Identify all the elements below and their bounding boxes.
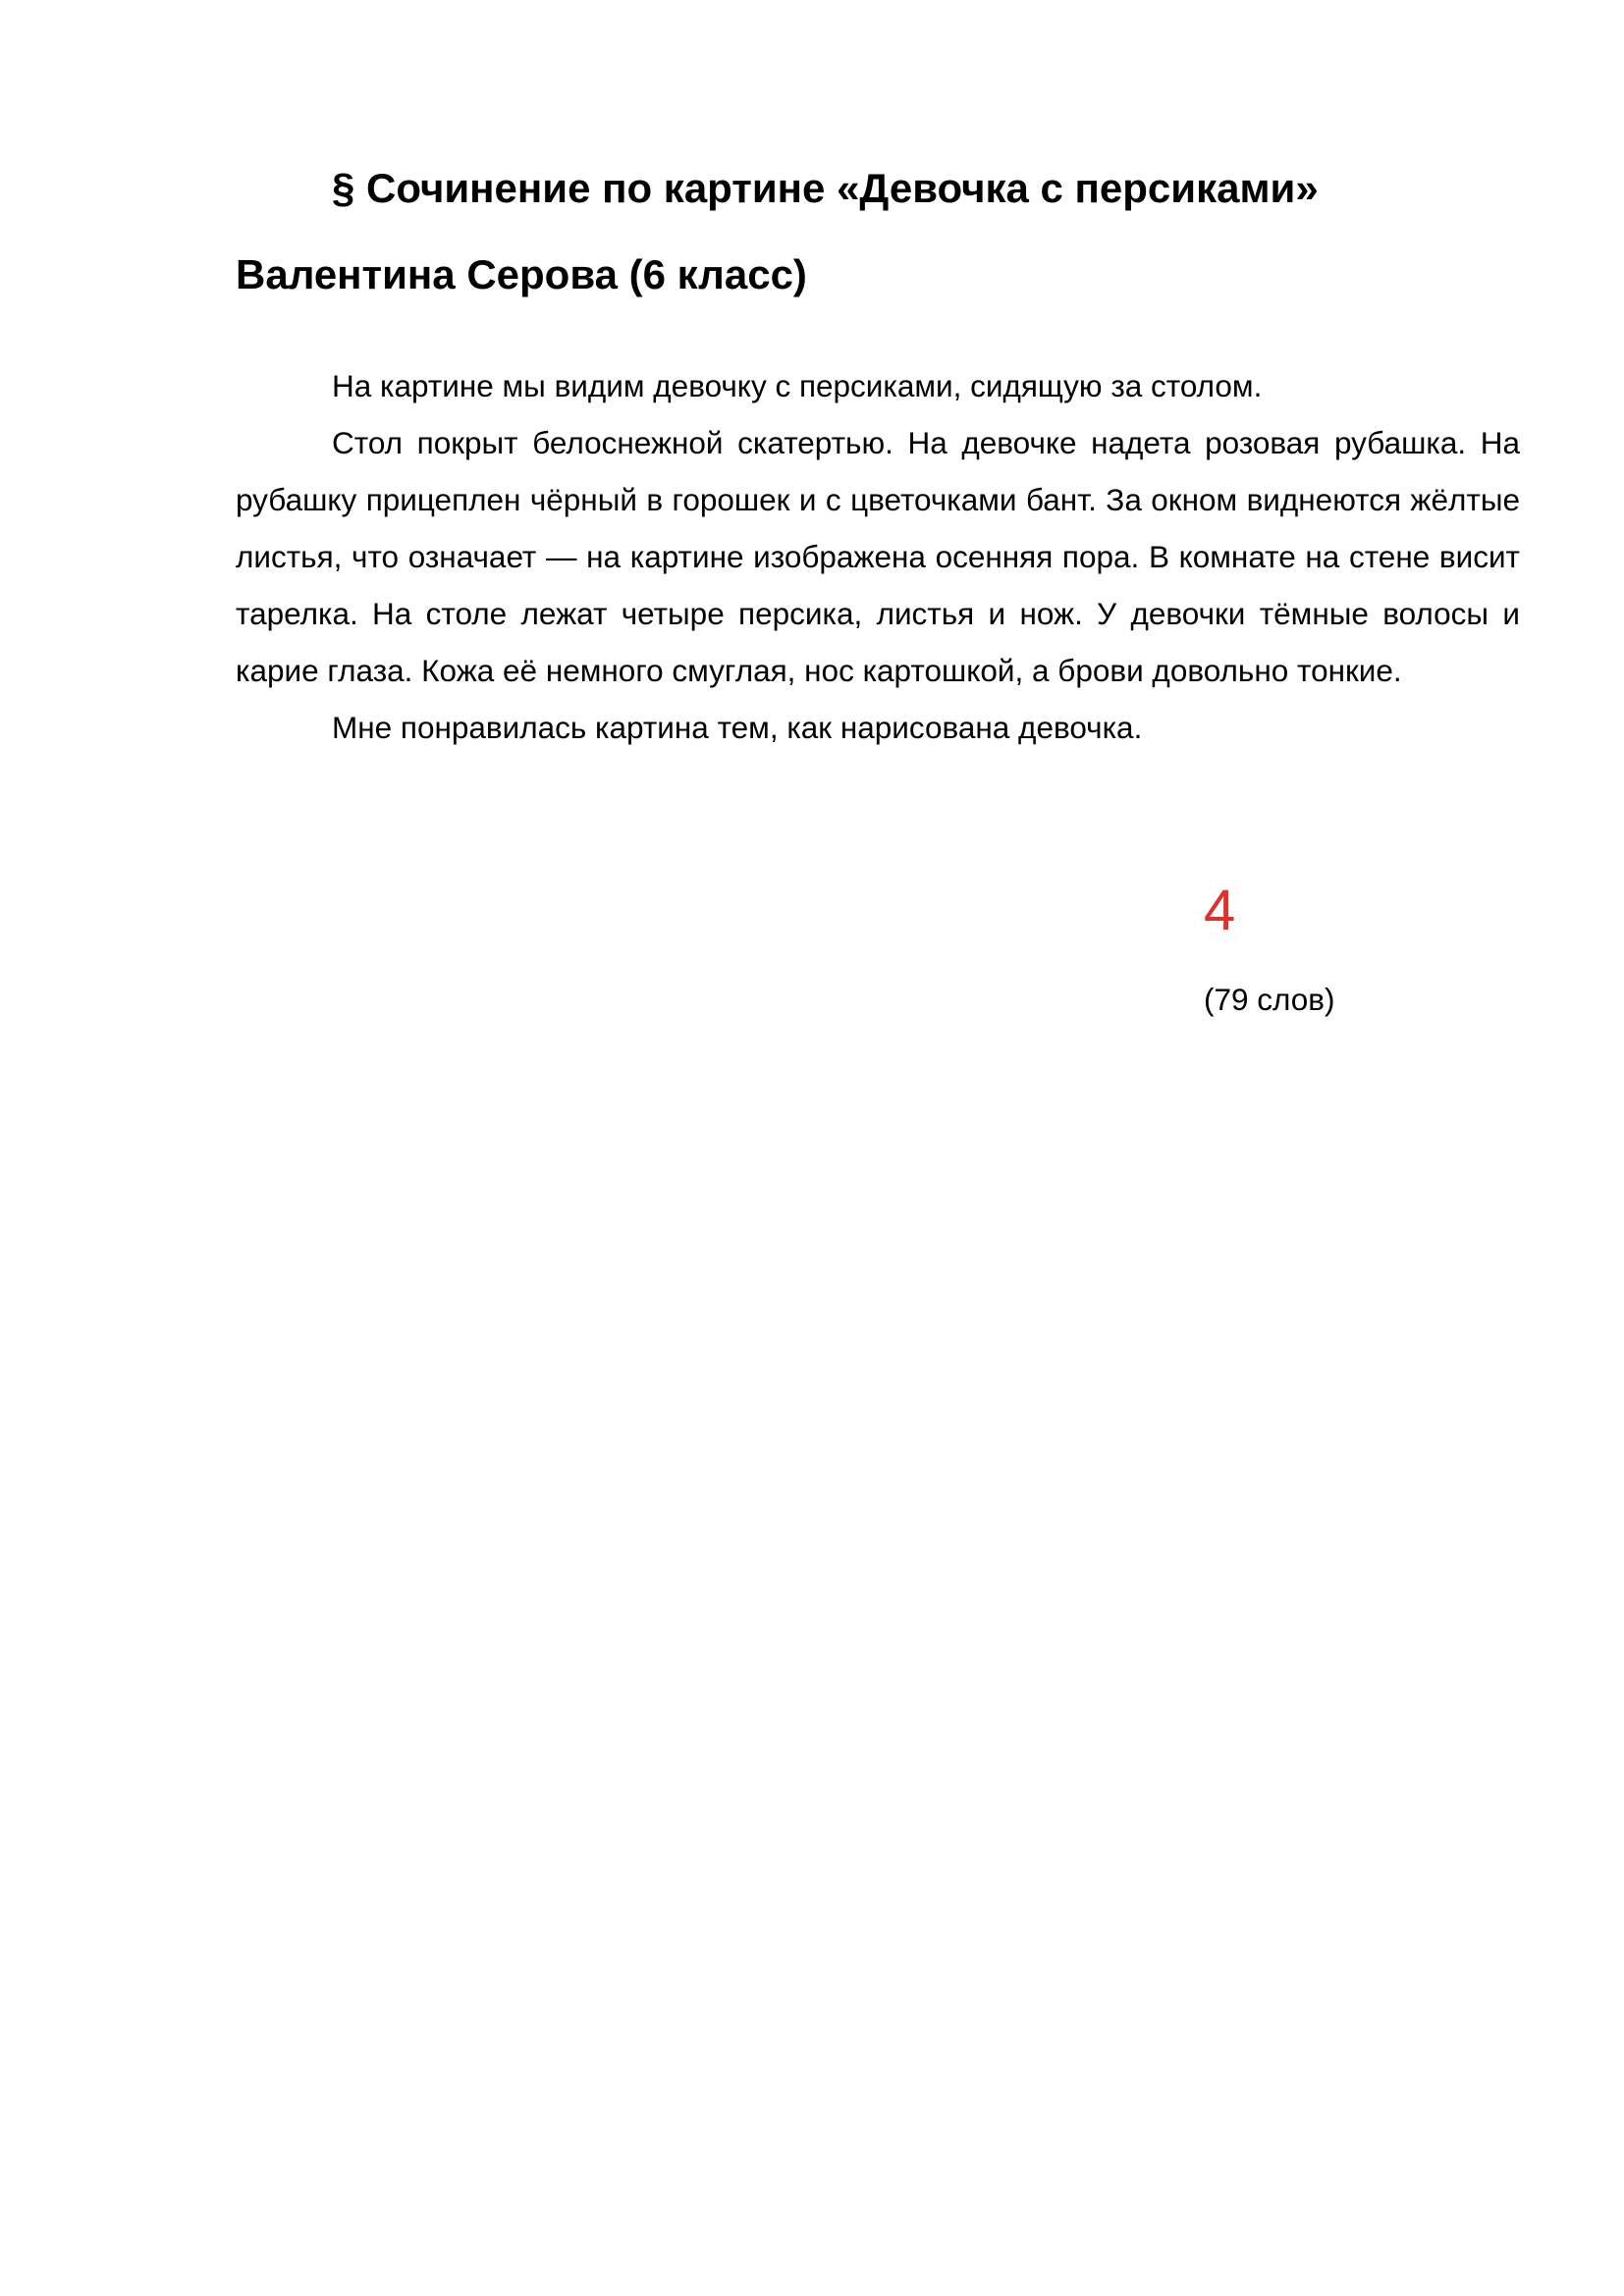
essay-paragraph-1: На картине мы видим девочку с персиками, сидящую за столом. — [332, 368, 1263, 403]
grade-mark: 4 — [1204, 879, 1236, 942]
essay-body — [236, 357, 1520, 756]
essay-title: § Сочинение по картине «Девочка с персиками» Валентина Серова (6 класс) — [236, 165, 1319, 297]
essay-paragraph-2: Стол покрыт белоснежной скатертью. На девочке надета розовая рубашка. На рубашку прицеплен чёрный в горошек и с цветочками бант. За окном виднеются жёлтые листья, что означает — на картине изображена осенняя пора. В комнате на стене висит тарелка. На столе лежат четыре персика, листья и нож. У девочки тёмные волосы и карие глаза. Кожа её немного смуглая, нос картошкой, а брови довольно тонкие. — [236, 425, 1520, 688]
word-count: (79 слов) — [1204, 982, 1335, 1017]
essay-paragraph-3: Мне понравилась картина тем, как нарисована девочка. — [332, 710, 1143, 745]
